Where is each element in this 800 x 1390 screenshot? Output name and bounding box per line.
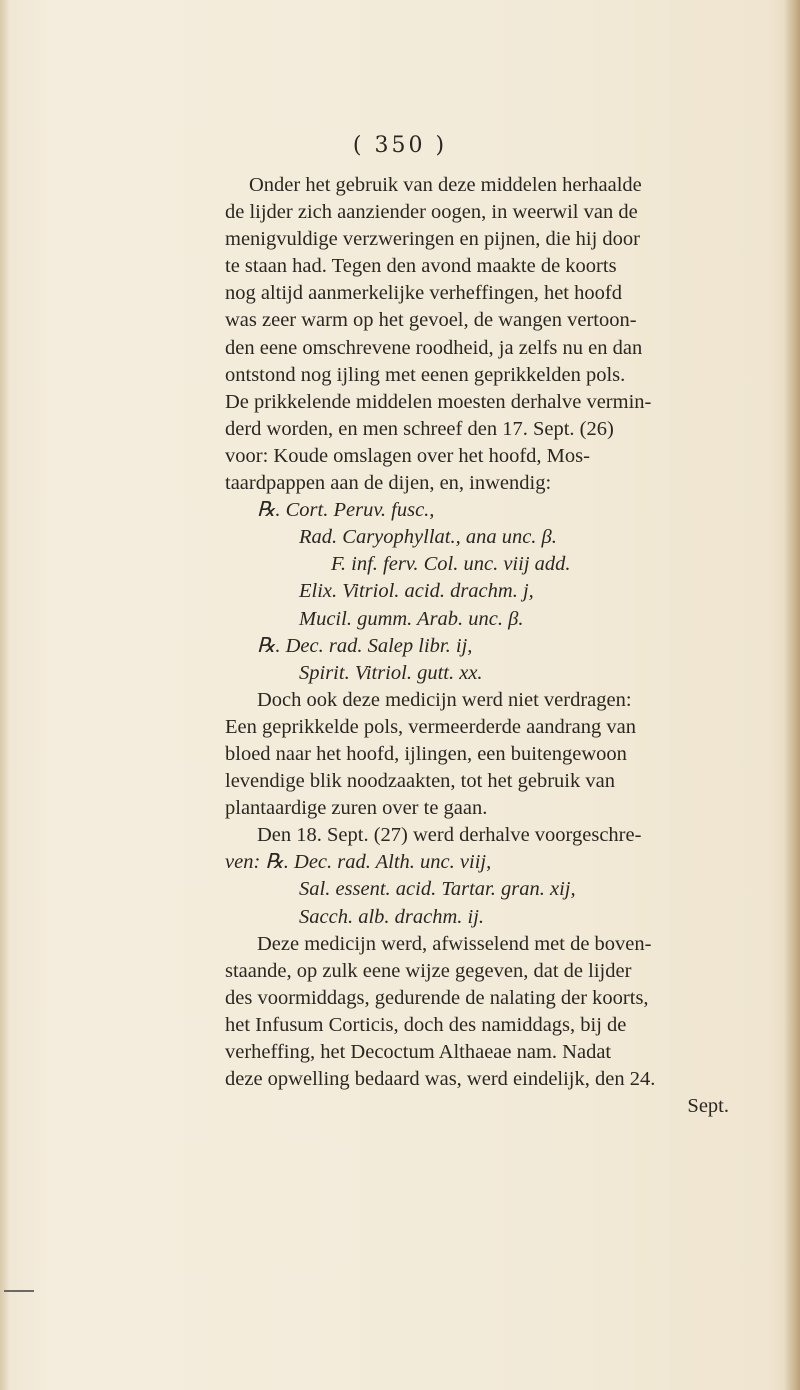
text-line: Den 18. Sept. (27) werd derhalve voorgeschre- [257,824,642,847]
text-line: nog altijd aanmerkelijke verheffingen, het hoofd [225,282,622,305]
text-line: staande, op zulk eene wijze gegeven, dat de lijder [225,959,632,982]
prescription-line: ℞. Dec. rad. Salep libr. ij, [257,634,473,657]
text-line: Sept. [687,1095,729,1118]
text-line: was zeer warm op het gevoel, de wangen vertoon- [225,309,637,332]
page-body [225,172,729,1120]
prescription-line: Elix. Vitriol. acid. drachm. j, [299,580,534,603]
text-line: derd worden, en men schreef den 17. Sept. (26) [225,417,614,440]
text-line: De prikkelende middelen moesten derhalve vermin- [225,390,652,413]
prescription-line: Mucil. gumm. Arab. unc. β. [299,607,524,630]
text-line: Een geprikkelde pols, vermeerderde aandrang van [225,715,636,738]
text-line: voor: Koude omslagen over het hoofd, Mos- [225,444,590,467]
page-number: ( 350 ) [352,133,448,158]
prescription-line: ℞. Cort. Peruv. fusc., [257,499,435,522]
page-left-shadow [0,0,10,1390]
text-line: des voormiddags, gedurende de nalating der koorts, [225,986,649,1009]
prescription-line: ven: ℞. Dec. rad. Alth. unc. viij, [225,851,492,874]
text-line: bloed naar het hoofd, ijlingen, een buitengewoon [225,742,627,765]
prescription-line: Spirit. Vitriol. gutt. xx. [299,661,483,684]
text-line: Onder het gebruik van deze middelen herhaalde [249,174,642,196]
text-line: deze opwelling bedaard was, werd eindelijk, den 24. [225,1068,656,1091]
text-line: Doch ook deze medicijn werd niet verdragen: [257,688,632,711]
text-line: taardpappen aan de dijen, en, inwendig: [225,472,552,495]
prescription-line: Sacch. alb. drachm. ij. [299,905,485,928]
text-line: te staan had. Tegen den avond maakte de koorts [225,255,617,278]
prescription-line: F. inf. ferv. Col. unc. viij add. [331,553,571,576]
text-line: levendige blik noodzaakten, tot het gebruik van [225,770,615,793]
text-line: plantaardige zuren over te gaan. [225,797,488,820]
margin-mark [4,1290,34,1292]
prescription-line: Rad. Caryophyllat., ana unc. β. [299,526,557,549]
text-line: Deze medicijn werd, afwisselend met de boven- [257,932,652,955]
text-line: de lijder zich aanziender oogen, in weerwil van de [225,201,638,224]
text-line: verheffing, het Decoctum Althaeae nam. Nadat [225,1041,612,1063]
text-line: ontstond nog ijling met eenen geprikkelden pols. [225,363,626,386]
text-line: menigvuldige verzweringen en pijnen, die hij door [225,228,641,251]
prescription-line: Sal. essent. acid. Tartar. gran. xij, [299,878,576,901]
text-line: het Infusum Corticis, doch des namiddags, bij de [225,1013,627,1036]
text-line: den eene omschrevene roodheid, ja zelfs nu en dan [225,336,643,359]
page-right-edge [784,0,800,1390]
